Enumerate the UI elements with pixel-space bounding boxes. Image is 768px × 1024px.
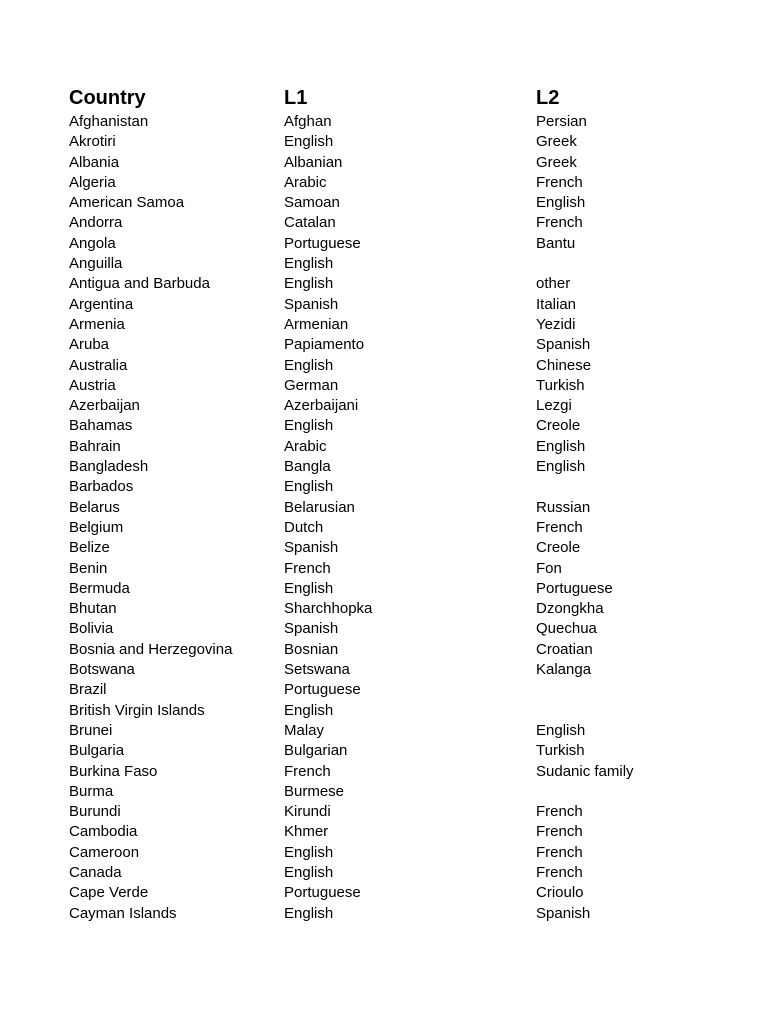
cell-l1: Portuguese [284, 681, 361, 699]
cell-country: Aruba [69, 336, 110, 354]
table-row [69, 234, 716, 254]
cell-country: Akrotiri [69, 133, 116, 151]
table-row [69, 416, 716, 436]
cell-l1: Malay [284, 721, 325, 739]
cell-l1: Spanish [284, 539, 339, 557]
cell-country: Bulgaria [69, 742, 125, 760]
table-row [69, 254, 716, 274]
cell-country: Albania [69, 153, 120, 171]
cell-country: Belarus [69, 498, 120, 516]
header-country: Country [69, 87, 146, 109]
cell-country: Austria [69, 376, 116, 394]
cell-l1: Belarusian [284, 498, 355, 516]
cell-l2: Lezgi [536, 397, 572, 415]
cell-l1: English [284, 863, 334, 881]
cell-l2: Italian [536, 295, 577, 313]
cell-l2 [536, 254, 716, 274]
cell-l2 [536, 680, 716, 700]
cell-l2: Chinese [536, 356, 592, 374]
cell-l2: Dzongkha [536, 600, 604, 618]
cell-l1: Setswana [284, 661, 350, 679]
cell-l1: Azerbaijani [284, 397, 359, 415]
table-row [69, 295, 716, 315]
cell-l2: Quechua [536, 620, 597, 638]
cell-l2: Sudanic family [536, 762, 634, 780]
table-row [69, 822, 716, 842]
cell-country: Canada [69, 863, 122, 881]
header-l1: L1 [284, 87, 308, 109]
cell-l2: Greek [536, 153, 577, 171]
cell-l2: French [536, 518, 583, 536]
cell-l2: Turkish [536, 376, 585, 394]
table-row [69, 559, 716, 579]
cell-l1: Dutch [284, 518, 324, 536]
cell-l2: Turkish [536, 742, 585, 760]
table-row [69, 274, 716, 294]
cell-l2: Spanish [536, 904, 591, 922]
table-row [69, 457, 716, 477]
table-row [69, 335, 716, 355]
cell-country: Bahamas [69, 417, 133, 435]
cell-l1: Catalan [284, 214, 336, 232]
cell-l1: Armenian [284, 315, 349, 333]
cell-country: Antigua and Barbuda [69, 275, 210, 293]
cell-l1: English [284, 478, 334, 496]
cell-country: Angola [69, 234, 116, 252]
cell-country: Belize [69, 539, 110, 557]
table-row [69, 762, 716, 782]
cell-l1: German [284, 376, 339, 394]
cell-l1: Sharchhopka [284, 600, 373, 618]
cell-l1: English [284, 255, 334, 273]
table-row [69, 173, 716, 193]
table-row [69, 396, 716, 416]
table-row [69, 153, 716, 173]
table-row [69, 376, 716, 396]
table-row [69, 904, 716, 924]
table-row [69, 883, 716, 903]
cell-l2: French [536, 173, 583, 191]
table-row [69, 599, 716, 619]
cell-l1: Arabic [284, 437, 327, 455]
cell-l2: French [536, 823, 583, 841]
table-row [69, 741, 716, 761]
cell-l1: Albanian [284, 153, 343, 171]
cell-l1: Arabic [284, 173, 327, 191]
cell-l1: Portuguese [284, 234, 361, 252]
table-row [69, 640, 716, 660]
cell-l2: Croatian [536, 640, 593, 658]
table-row [69, 315, 716, 335]
cell-country: Argentina [69, 295, 134, 313]
header-l2: L2 [536, 87, 560, 109]
cell-l1: Burmese [284, 782, 345, 800]
cell-country: American Samoa [69, 194, 185, 212]
cell-l2: French [536, 803, 583, 821]
cell-l2: Portuguese [536, 579, 613, 597]
cell-l2: English [536, 721, 586, 739]
table-row [69, 619, 716, 639]
cell-l1: Samoan [284, 194, 340, 212]
cell-l2: Kalanga [536, 661, 592, 679]
cell-l1: French [284, 559, 331, 577]
cell-l2: English [536, 437, 586, 455]
table-body [69, 112, 716, 924]
table-row [69, 498, 716, 518]
cell-l2: Greek [536, 133, 577, 151]
cell-l2 [536, 701, 716, 721]
cell-l1: Spanish [284, 295, 339, 313]
cell-country: Brunei [69, 721, 113, 739]
cell-l1: Bangla [284, 458, 331, 476]
table-row [69, 518, 716, 538]
cell-l1: Kirundi [284, 803, 331, 821]
cell-country: Botswana [69, 661, 135, 679]
cell-l1: English [284, 843, 334, 861]
cell-l2: Crioulo [536, 884, 584, 902]
cell-l2: Creole [536, 539, 581, 557]
cell-l2: Russian [536, 498, 591, 516]
cell-l1: English [284, 579, 334, 597]
table-row [69, 782, 716, 802]
cell-country: Cambodia [69, 823, 138, 841]
table-row [69, 802, 716, 822]
cell-country: Burundi [69, 803, 121, 821]
cell-country: Anguilla [69, 255, 123, 273]
cell-l2: Spanish [536, 336, 591, 354]
cell-l2: Yezidi [536, 315, 576, 333]
table-row [69, 843, 716, 863]
cell-country: Armenia [69, 315, 125, 333]
cell-country: Brazil [69, 681, 107, 699]
cell-l1: Afghan [284, 113, 332, 130]
cell-country: Bhutan [69, 600, 117, 618]
cell-l2: French [536, 863, 583, 881]
table-row [69, 538, 716, 558]
table-row [69, 660, 716, 680]
cell-l2: French [536, 843, 583, 861]
cell-l1: Papiamento [284, 336, 365, 354]
table-row [69, 579, 716, 599]
table-row [69, 721, 716, 741]
cell-country: Cayman Islands [69, 904, 177, 922]
cell-country: Bolivia [69, 620, 114, 638]
cell-country: Azerbaijan [69, 397, 140, 415]
cell-country: Burkina Faso [69, 762, 158, 780]
table-row [69, 477, 716, 497]
cell-l1: English [284, 356, 334, 374]
cell-l1: English [284, 133, 334, 151]
table-row [69, 213, 716, 233]
cell-l1: Khmer [284, 823, 329, 841]
cell-l2 [536, 477, 716, 497]
cell-country: Burma [69, 782, 114, 800]
cell-l2: Bantu [536, 234, 576, 252]
cell-country: Andorra [69, 214, 123, 232]
table-row [69, 437, 716, 457]
cell-l2: Fon [536, 559, 562, 577]
cell-country: Australia [69, 356, 128, 374]
table-row [69, 193, 716, 213]
cell-l1: Spanish [284, 620, 339, 638]
cell-l1: English [284, 904, 334, 922]
table-row [69, 680, 716, 700]
cell-l2: Persian [536, 113, 587, 130]
cell-l1: Bulgarian [284, 742, 348, 760]
table-row [69, 112, 716, 132]
cell-country: Bosnia and Herzegovina [69, 640, 233, 658]
cell-l2: French [536, 214, 583, 232]
cell-l1: English [284, 701, 334, 719]
table-row [69, 356, 716, 376]
cell-l1: English [284, 417, 334, 435]
table-row [69, 132, 716, 152]
cell-country: Afghanistan [69, 113, 149, 130]
cell-country: Belgium [69, 518, 124, 536]
cell-l1: Portuguese [284, 884, 361, 902]
cell-country: Bermuda [69, 579, 130, 597]
table-row [69, 863, 716, 883]
cell-country: Benin [69, 559, 108, 577]
header-row [69, 84, 716, 112]
cell-l2 [536, 782, 716, 802]
cell-country: Cape Verde [69, 884, 149, 902]
language-table [69, 84, 716, 924]
cell-l2: Creole [536, 417, 581, 435]
table-row [69, 701, 716, 721]
cell-country: Bahrain [69, 437, 121, 455]
cell-l1: Bosnian [284, 640, 339, 658]
cell-country: Cameroon [69, 843, 140, 861]
cell-l1: French [284, 762, 331, 780]
cell-country: Algeria [69, 173, 116, 191]
cell-country: Bangladesh [69, 458, 149, 476]
cell-l2: English [536, 194, 586, 212]
cell-country: British Virgin Islands [69, 701, 205, 719]
cell-l1: English [284, 275, 334, 293]
cell-l2: other [536, 275, 571, 293]
cell-country: Barbados [69, 478, 134, 496]
cell-l2: English [536, 458, 586, 476]
